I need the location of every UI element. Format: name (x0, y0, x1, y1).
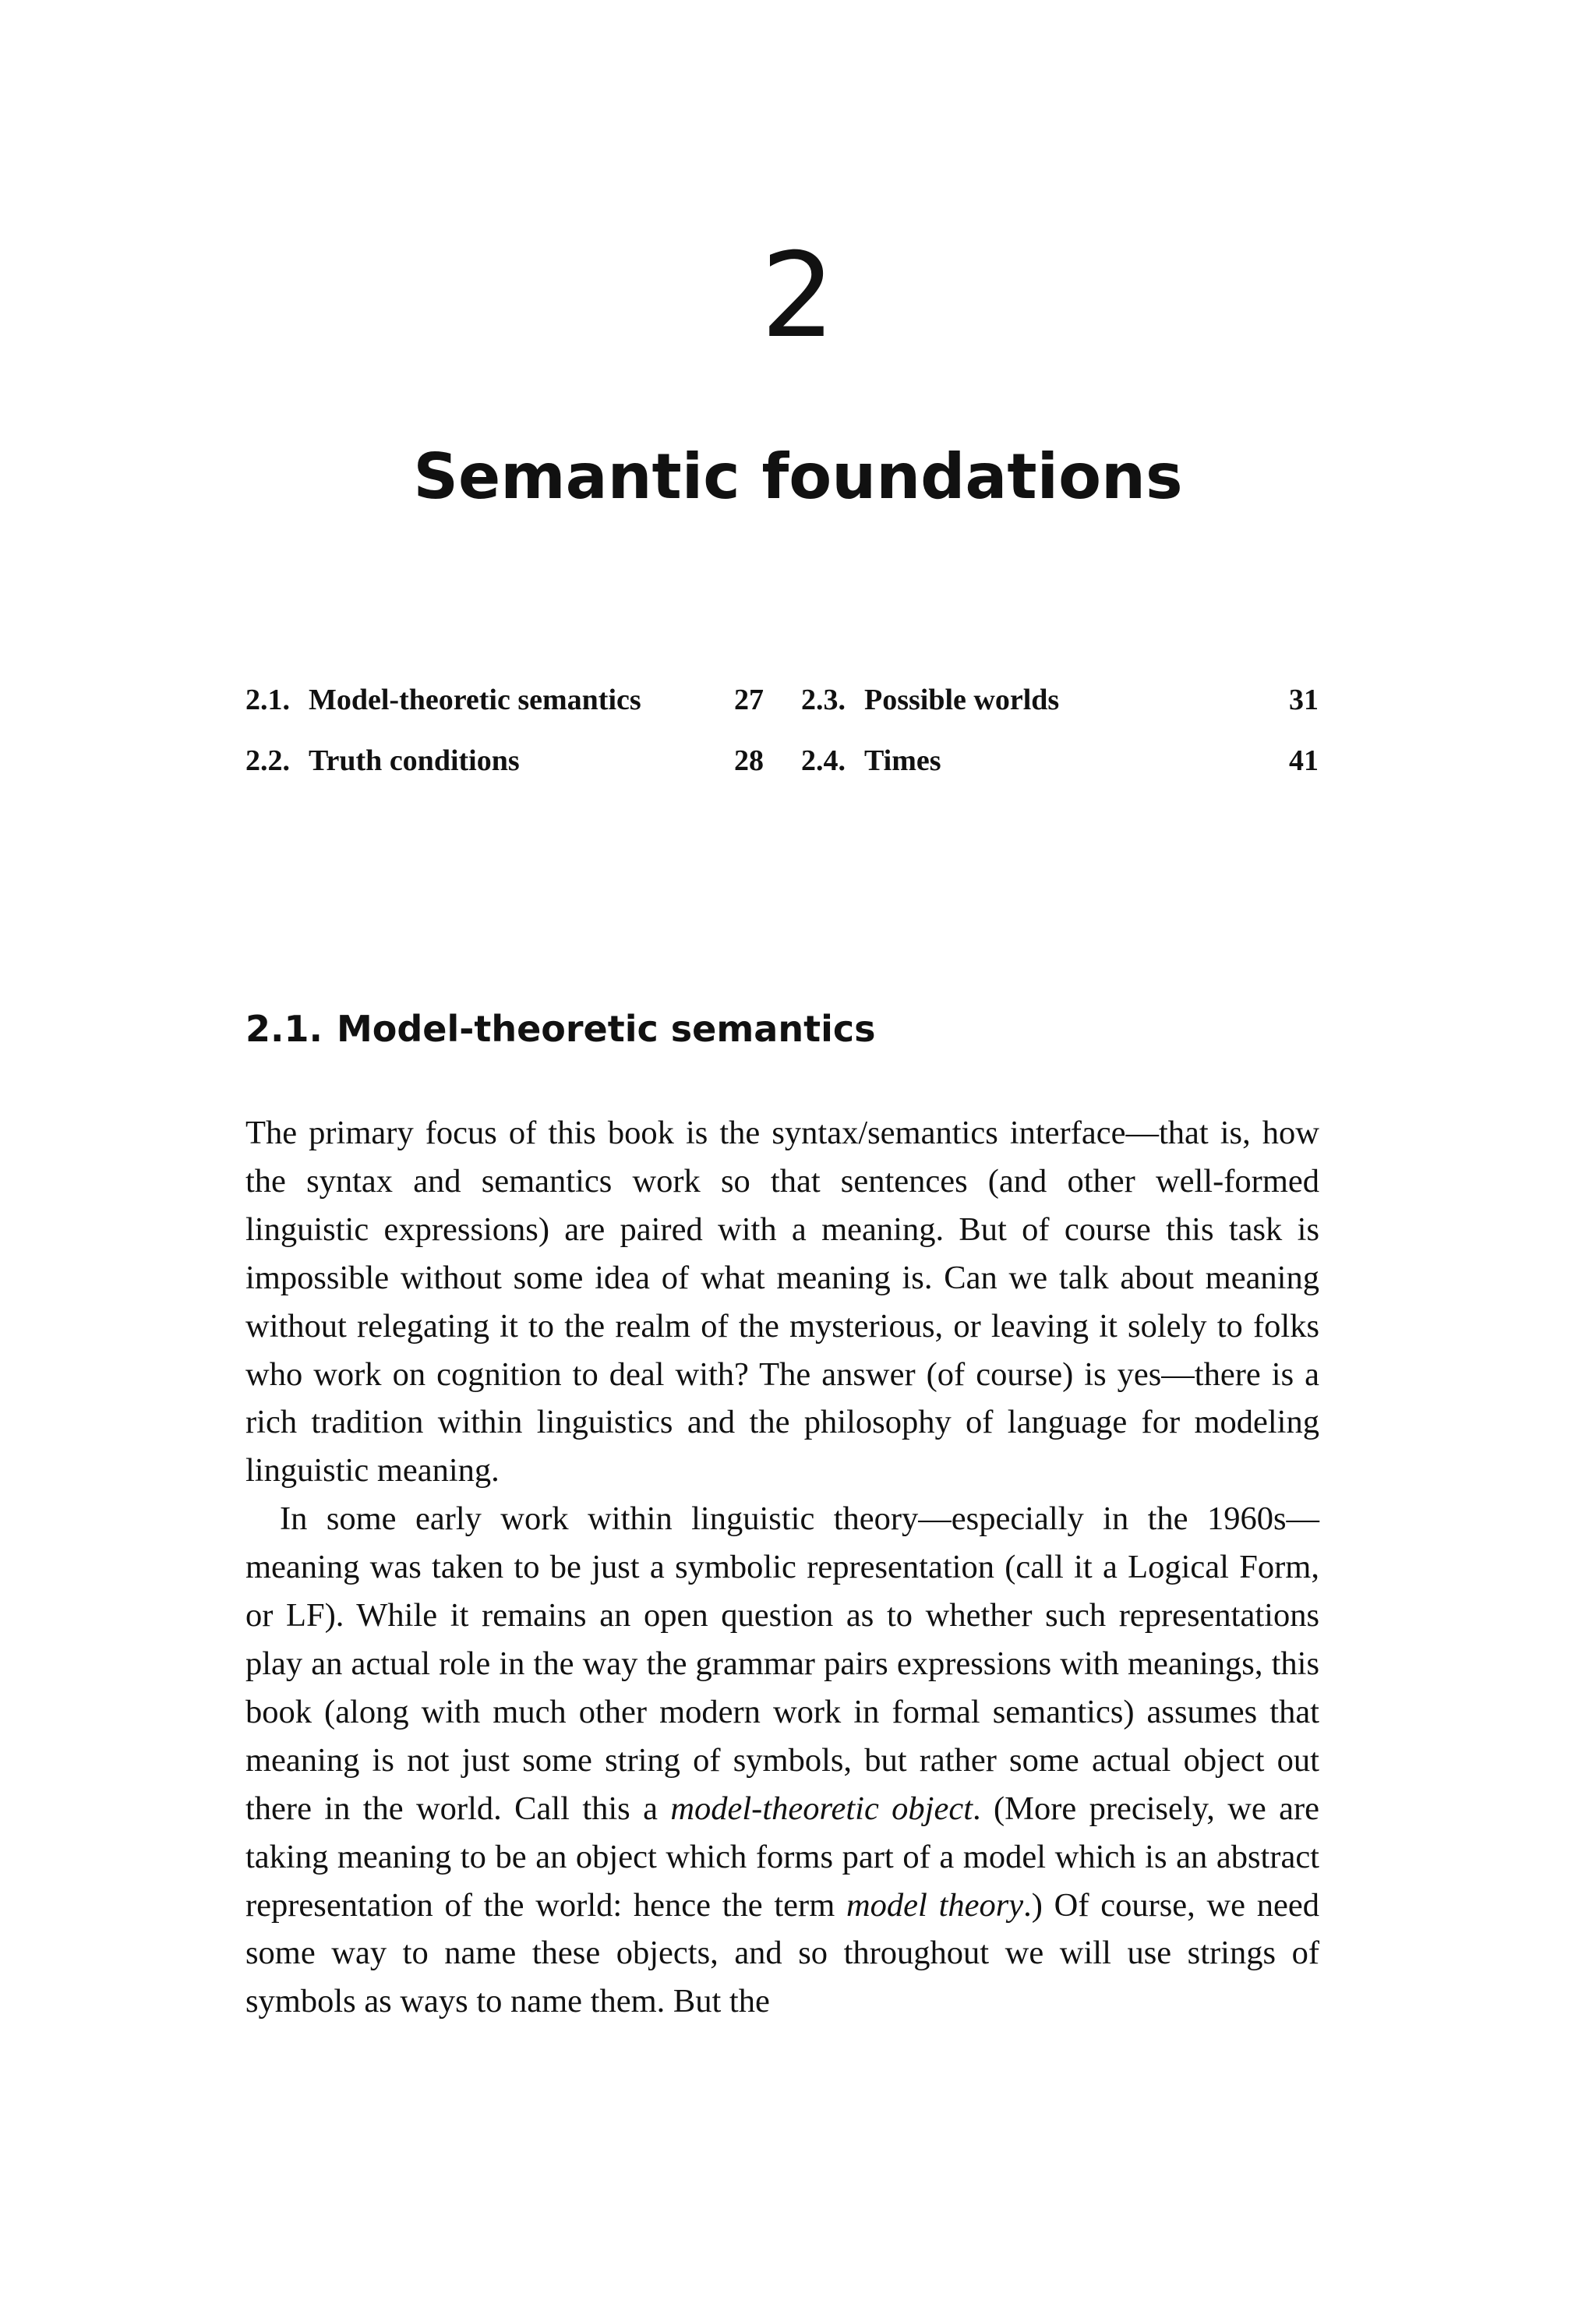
chapter-number: 2 (761, 228, 835, 364)
toc-entry (245, 683, 764, 717)
toc-entry-title: Times (864, 744, 941, 777)
emphasis: model theory (846, 1886, 1024, 1924)
paragraph: The primary focus of this book is the syntax/semantics interface—that is, how the syntax and semantics work so that sentences (and other well-formed linguistic expressions) are paired with a meaning. But of course this task is impossible without some idea of what meaning is. Can we talk about meaning without relegating it to the realm of the mysterious, or leaving it solely to folks who work on cognition to deal with? The answer (of course) is yes—there is a rich tradition within linguistics and the philosophy of language for modeling linguistic meaning. (245, 1115, 1319, 1490)
toc-entry-page: 31 (1289, 684, 1319, 716)
toc-entry-page: 27 (734, 684, 764, 716)
chapter-title: Semantic foundations (413, 440, 1183, 513)
paragraph: In some early work within linguistic theory—especially in the 1960s—meaning was taken to be just a symbolic representation (call it a Logical Form, or LF). While it remains an open question as to whether such representations play an actual role in the way the grammar pairs expressions with meanings, this book (along with much other modern work in formal semantics) assumes that meaning is not just some string of symbols, but rather some actual object out there in the world. Call this a model-theoretic object. (More precisely, we are taking meaning to be an object which forms part of a model which is an abstract representation of the world: hence the term model theory.) Of course, we need some way to name these objects, and so throughout we will use strings of symbols as ways to name them. But the (245, 1500, 1320, 2020)
toc-entry-number: 2.1. (245, 684, 290, 716)
toc-entry-title: Truth conditions (309, 744, 520, 777)
toc-entry-number: 2.4. (801, 744, 846, 777)
toc-entry (801, 744, 1319, 778)
toc-entry-page: 28 (734, 744, 764, 777)
toc-entry (245, 744, 764, 778)
toc-entry (801, 683, 1319, 717)
toc-entry-page: 41 (1289, 744, 1319, 777)
section-title: Model-theoretic semantics (336, 1008, 876, 1050)
toc-left-column (245, 683, 764, 804)
toc-entry-title: Possible worlds (864, 684, 1060, 716)
toc-entry-number: 2.2. (245, 744, 290, 777)
section-number: 2.1. (245, 1008, 323, 1050)
body-text (245, 1109, 1319, 2026)
emphasis: model-theoretic object (670, 1790, 973, 1827)
section-heading (245, 1005, 876, 1052)
toc-entry-title: Model-theoretic semantics (309, 684, 641, 716)
toc-entry-number: 2.3. (801, 684, 846, 716)
toc-right-column (801, 683, 1319, 804)
